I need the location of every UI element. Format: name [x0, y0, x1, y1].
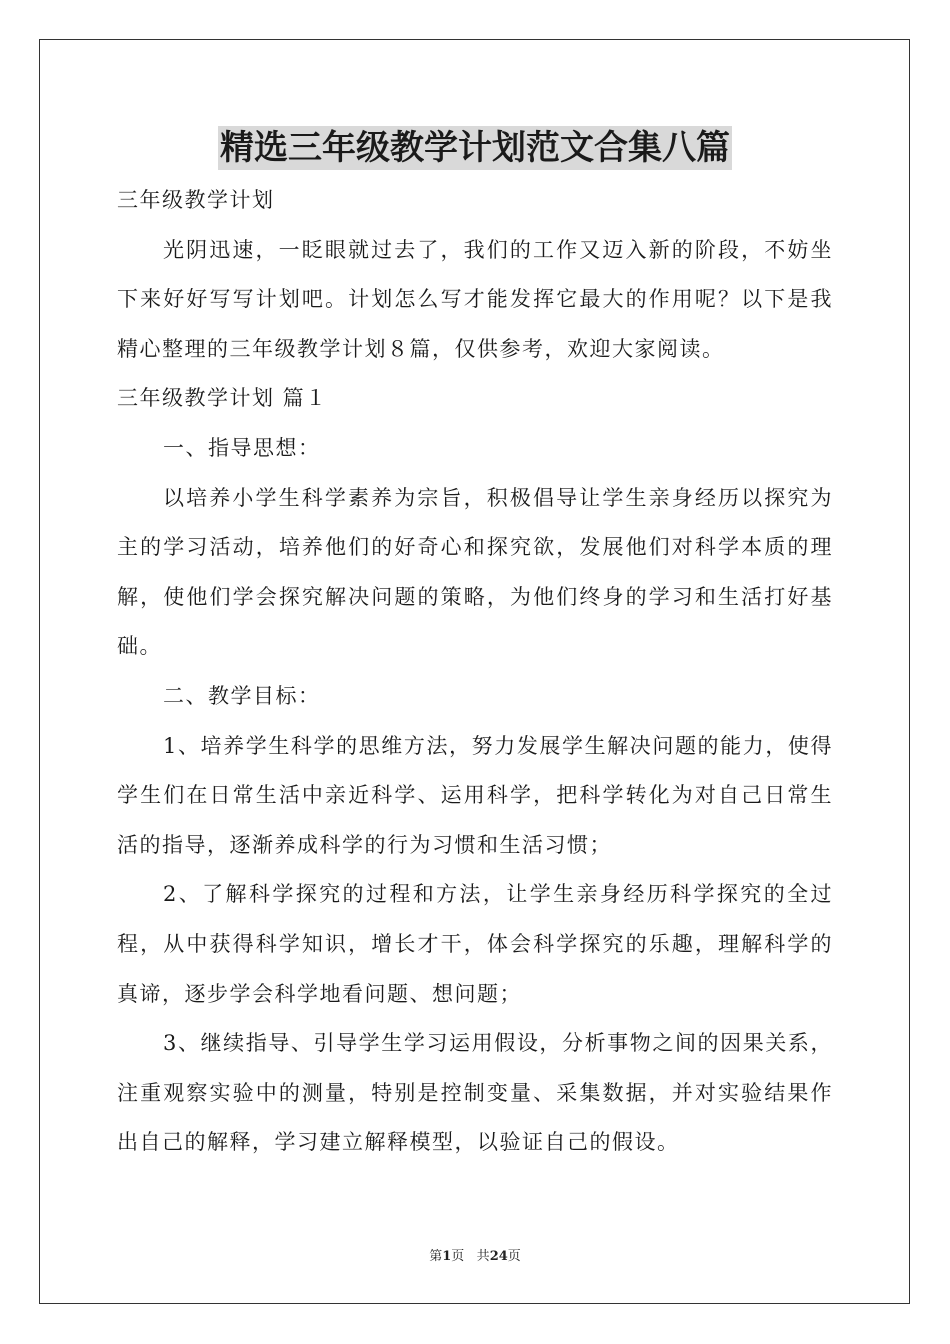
- subheading: 一、指导思想：: [163, 435, 321, 460]
- footer-prefix: 第: [429, 1249, 443, 1264]
- total-pages: 24: [489, 1249, 508, 1264]
- page-number: 1: [442, 1249, 452, 1264]
- paragraph: 2、了解科学探究的过程和方法，让学生亲身经历科学探究的全过程，从中获得科学知识，增长才干，体会科学探究的乐趣，理解科学的真谛，逐步学会科学地看问题、想问题；: [117, 882, 833, 1006]
- subheading: 二、教学目标：: [163, 683, 321, 708]
- paragraph: 以培养小学生科学素养为宗旨，积极倡导让学生亲身经历以探究为主的学习活动，培养他们的好奇心和探究欲，发展他们对科学本质的理解，使他们学会探究解决问题的策略，为他们终身的学习和生活打好基础。: [117, 485, 833, 659]
- paragraph: 三年级教学计划: [117, 188, 275, 212]
- document-title: 精选三年级教学计划范文合集八篇: [220, 128, 730, 168]
- document-body: [117, 176, 833, 1168]
- page-footer: [0, 1245, 950, 1264]
- section-heading: 三年级教学计划 篇１: [117, 386, 328, 411]
- title-container: [0, 126, 950, 170]
- footer-total-suffix: 页: [507, 1249, 521, 1264]
- footer-total-prefix: 共: [476, 1249, 490, 1264]
- paragraph: 光阴迅速，一眨眼就过去了，我们的工作又迈入新的阶段，不妨坐下来好好写写计划吧。计划怎么写才能发挥它最大的作用呢？以下是我精心整理的三年级教学计划８篇，仅供参考，欢迎大家阅读。: [117, 237, 833, 361]
- paragraph: 3、继续指导、引导学生学习运用假设，分析事物之间的因果关系，注重观察实验中的测量，特别是控制变量、采集数据，并对实验结果作出自己的解释，学习建立解释模型，以验证自己的假设。: [117, 1031, 833, 1155]
- footer-page-suffix: 页: [451, 1249, 465, 1264]
- paragraph: 1、培养学生科学的思维方法，努力发展学生解决问题的能力，使得学生们在日常生活中亲近科学、运用科学，把科学转化为对自己日常生活的指导，逐渐养成科学的行为习惯和生活习惯；: [117, 733, 833, 857]
